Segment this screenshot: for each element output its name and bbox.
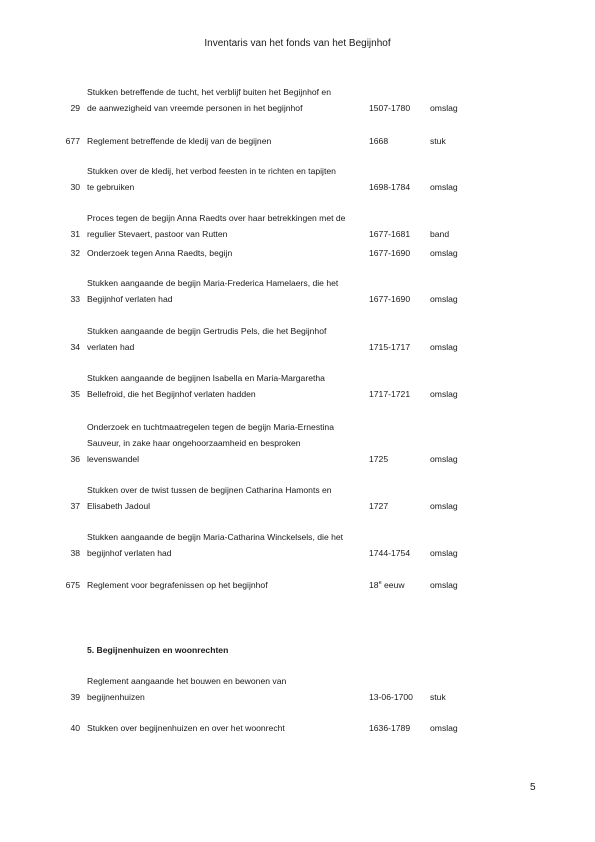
entry-date-value: 13-06-1700 [369,692,413,702]
entry-date [369,389,410,399]
entry-date-value: 1507-1780 [369,103,411,113]
entry-description-line: Reglement voor begrafenissen op het begijnhof [87,580,268,590]
entry-number: 34 [70,342,80,352]
entry-type: omslag [430,342,458,352]
entry-description-line: levenswandel [87,454,140,464]
entry-description-line: Begijnhof verlaten had [87,294,173,304]
entry-date [369,501,388,511]
entry-description-line: Reglement aangaande het bouwen en bewonen van [87,676,287,686]
entry-date [369,692,413,702]
entry-type: omslag [430,389,458,399]
section-heading: 5. Begijnenhuizen en woonrechten [87,645,229,655]
page-header: Inventaris van het fonds van het Begijnhof [204,38,391,49]
entry-description-line: Stukken aangaande de begijnen Isabella en Maria-Margaretha [87,373,325,383]
entry-date-value: 1715-1717 [369,342,411,352]
entry-description-line: te gebruiken [87,182,135,192]
entry-number: 35 [70,389,80,399]
entry-description-line: Sauveur, in zake haar ongehoorzaamheid en besproken [87,438,301,448]
entry-date-value: 1677-1690 [369,294,411,304]
entry-description-line: begijnenhuizen [87,692,145,702]
entry-date-value: 1636-1789 [369,723,411,733]
entry-date [369,342,410,352]
entry-date-value: 1727 [369,501,389,511]
entry-number: 675 [65,580,80,590]
entry-number: 33 [70,294,80,304]
entry-date [369,294,410,304]
entry-type: stuk [430,692,446,702]
entry-description-line: Proces tegen de begijn Anna Raedts over haar betrekkingen met de [87,213,346,223]
entry-number: 677 [65,136,80,146]
entry-type: omslag [430,248,458,258]
entry-number: 38 [70,548,80,558]
entry-description-line: Stukken over de kledij, het verbod feesten in te richten en tapijten [87,166,336,176]
entry-type: omslag [430,103,458,113]
entry-date-value: 1725 [369,454,389,464]
entry-type: omslag [430,454,458,464]
entry-type: omslag [430,294,458,304]
entry-number: 39 [70,692,80,702]
entry-date-superscript: e [378,580,382,587]
entry-type: omslag [430,580,458,590]
entry-type: omslag [430,501,458,511]
entry-description-line: verlaten had [87,342,135,352]
entry-type: stuk [430,136,446,146]
entry-description-line: Stukken over de twist tussen de begijnen Catharina Hamonts en [87,485,332,495]
entry-number: 30 [70,182,80,192]
entry-description-line: regulier Stevaert, pastoor van Rutten [87,229,228,239]
page-number: 5 [530,782,536,793]
entry-date [369,454,388,464]
entry-type: omslag [430,548,458,558]
entry-description-line: Onderzoek tegen Anna Raedts, begijn [87,248,233,258]
entry-date [369,580,405,590]
entry-date [369,136,388,146]
entry-type: omslag [430,182,458,192]
entry-date [369,548,410,558]
entry-type: band [430,229,450,239]
entry-date [369,723,410,733]
entry-date-value: 1744-1754 [369,548,411,558]
entry-number: 31 [70,229,80,239]
entry-number: 32 [70,248,80,258]
entry-number: 36 [70,454,80,464]
entry-description-line: Stukken betreffende de tucht, het verblijf buiten het Begijnhof en [87,87,331,97]
entry-date-value: 1668 [369,136,389,146]
entry-description-line: Stukken over begijnenhuizen en over het woonrecht [87,723,285,733]
entry-description-line: Elisabeth Jadoul [87,501,151,511]
entry-number: 40 [70,723,80,733]
entry-date [369,103,410,113]
entry-description-line: de aanwezigheid van vreemde personen in het begijnhof [87,103,303,113]
entry-description-line: begijnhof verlaten had [87,548,172,558]
entry-description-line: Onderzoek en tuchtmaatregelen tegen de begijn Maria-Ernestina [87,422,334,432]
entry-description-line: Reglement betreffende de kledij van de begijnen [87,136,272,146]
entry-number: 37 [70,501,80,511]
entry-date-value: 18 [369,580,379,590]
entry-description-line: Stukken aangaande de begijn Gertrudis Pels, die het Begijnhof [87,326,327,336]
entry-date-suffix: eeuw [381,580,405,590]
entry-date [369,248,410,258]
entry-date [369,229,410,239]
entry-description-line: Stukken aangaande de begijn Maria-Catharina Winckelsels, die het [87,532,344,542]
entry-type: omslag [430,723,458,733]
entry-date-value: 1698-1784 [369,182,411,192]
entry-description-line: Bellefroid, die het Begijnhof verlaten hadden [87,389,256,399]
entry-date-value: 1677-1690 [369,248,411,258]
entry-date [369,182,410,192]
entry-description-line: Stukken aangaande de begijn Maria-Frederica Hamelaers, die het [87,278,339,288]
entry-date-value: 1677-1681 [369,229,411,239]
entry-date-value: 1717-1721 [369,389,411,399]
entry-number: 29 [70,103,80,113]
